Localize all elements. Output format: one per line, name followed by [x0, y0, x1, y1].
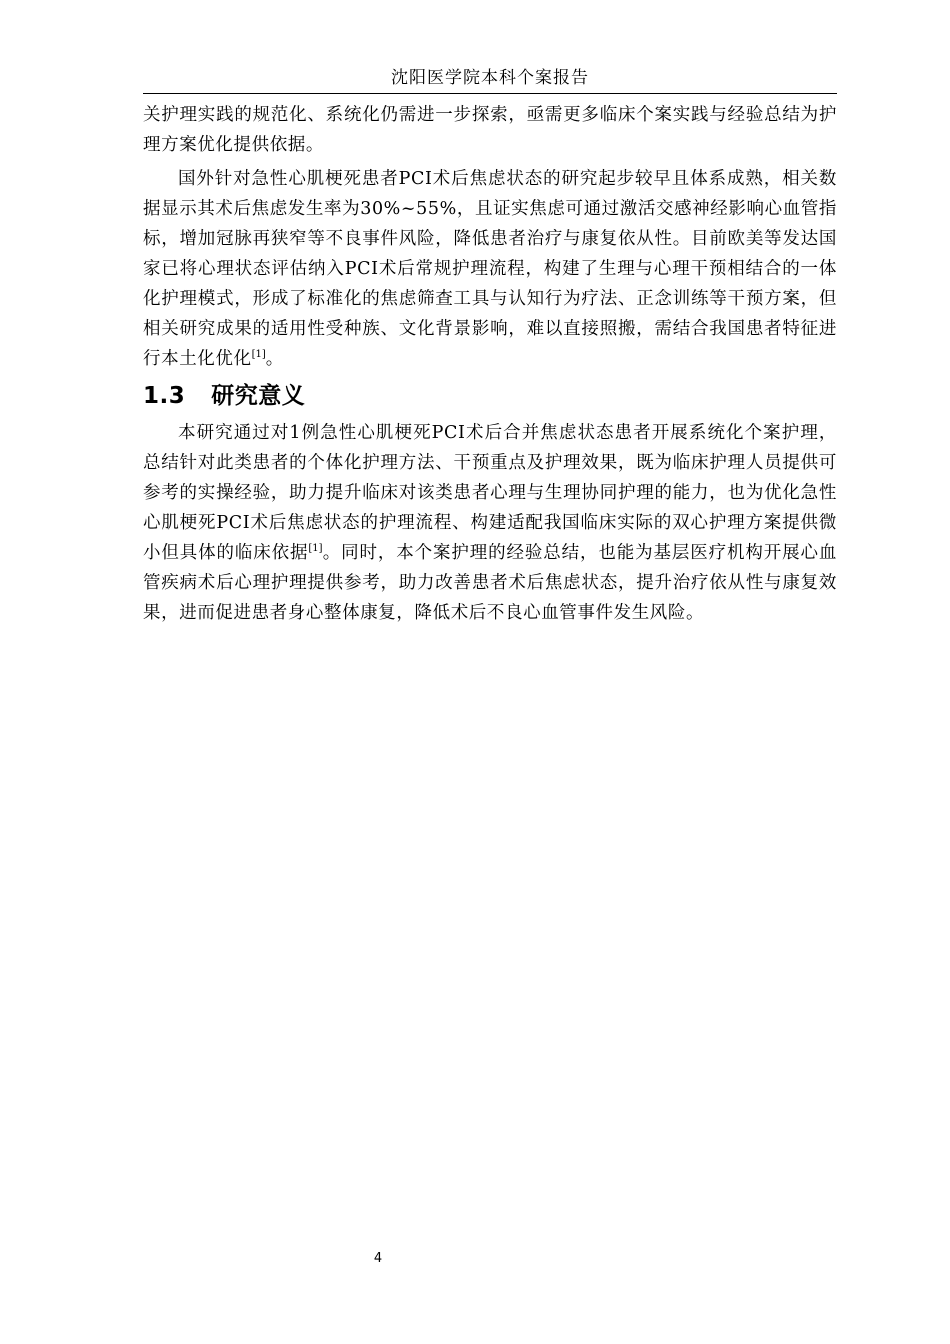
- section-heading: [143, 378, 837, 414]
- paragraph-continued: [143, 100, 837, 160]
- citation-reference[interactable]: [1]: [251, 349, 266, 361]
- body-content: [143, 100, 837, 632]
- citation-reference[interactable]: [1]: [308, 543, 323, 555]
- running-header: 沈阳医学院本科个案报告: [391, 68, 589, 88]
- paragraph-text: 关护理实践的规范化、系统化仍需进一步探索，亟需更多临床个案实践与经验总结为护理方案优化提供依据。: [143, 105, 837, 155]
- paragraph-foreign-research: [143, 164, 837, 374]
- section-number: 1.3: [143, 383, 186, 409]
- paragraph-tail: 。: [265, 349, 284, 369]
- paragraph-text: 本研究通过对1例急性心肌梗死PCI术后合并焦虑状态患者开展系统化个案护理，总结针对此类患者的个体化护理方法、干预重点及护理效果，既为临床护理人员提供可参考的实操经验，助力提升临床对该类患者心理与生理协同护理的能力，也为优化急性心肌梗死PCI术后焦虑状态的护理流程、构建适配我国临床实际的双心护理方案提供微小但具体的临床依据: [143, 423, 837, 563]
- paragraph-significance: [143, 418, 837, 628]
- paragraph-tail: 。同时，本个案护理的经验总结，也能为基层医疗机构开展心血管疾病术后心理护理提供参考，助力改善患者术后焦虑状态，提升治疗依从性与康复效果，进而促进患者身心整体康复，降低术后不良心血管事件发生风险。: [143, 543, 837, 623]
- page-number: 4: [373, 1251, 383, 1266]
- paragraph-text: 国外针对急性心肌梗死患者PCI术后焦虑状态的研究起步较早且体系成熟，相关数据显示其术后焦虑发生率为30%~55%，且证实焦虑可通过激活交感神经影响心血管指标，增加冠脉再狭窄等不良事件风险，降低患者治疗与康复依从性。目前欧美等发达国家已将心理状态评估纳入PCI术后常规护理流程，构建了生理与心理干预相结合的一体化护理模式，形成了标准化的焦虑筛查工具与认知行为疗法、正念训练等干预方案，但相关研究成果的适用性受种族、文化背景影响，难以直接照搬，需结合我国患者特征进行本土化优化: [143, 169, 837, 369]
- header-divider: [143, 93, 837, 94]
- section-title: 研究意义: [211, 383, 306, 409]
